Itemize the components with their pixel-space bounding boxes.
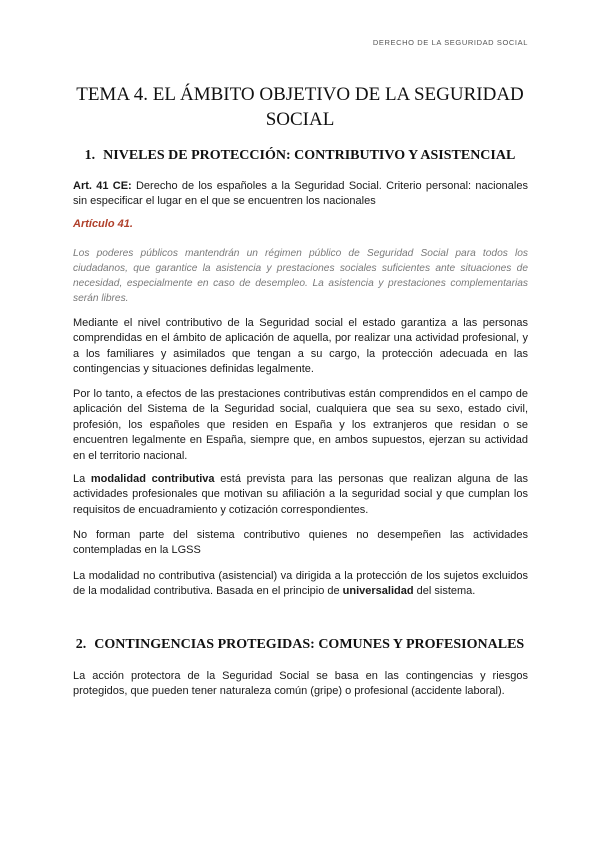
paragraph-prestaciones-contributivas: Por lo tanto, a efectos de las prestaciones contributivas están comprendidos en el campo de aplicación del Sistema de la Seguridad social, cualquiera que sea su sexo, estado civil, profesión, los españoles que residen en España y los extranjeros que residan o se encuentren legalmente en España, siempre que, en ambos supuestos, ejerzan su actividad en el territorio nacional. xyxy=(73,388,528,462)
art-41-label: Art. 41 CE: xyxy=(73,180,132,192)
p5-pre: La modalidad no contributiva (asistencial) va dirigida a la protección de los sujetos excluidos de la modalidad contributiva. Basada en el principio de xyxy=(73,570,528,598)
paragraph-accion-protectora: La acción protectora de la Seguridad Social se basa en las contingencias y riesgos protegidos, que pueden tener naturaleza común (gripe) o profesional (accidente laboral). xyxy=(73,670,528,698)
paragraph-modalidad-no-contributiva xyxy=(73,569,528,600)
p3-bold: modalidad contributiva xyxy=(90,473,215,485)
paragraph-modalidad-contributiva xyxy=(73,472,528,518)
section-1-number: 1. xyxy=(84,148,96,163)
section-1-title: NIVELES DE PROTECCIÓN: CONTRIBUTIVO Y ASISTENCIAL xyxy=(103,148,516,163)
article-41-heading: Artículo 41. xyxy=(73,218,133,230)
paragraph-no-forman-parte: No forman parte del sistema contributivo quienes no desempeñen las actividades contempladas en la LGSS xyxy=(73,529,528,557)
p5-post: del sistema. xyxy=(413,585,476,598)
article-41-quote: Los poderes públicos mantendrán un régimen público de Seguridad Social para todos los ciudadanos, que garantice la asistencia y prestaciones sociales suficientes ante situaciones de necesidad, especialmente en caso de desempleo. La asistencia y prestaciones complementarias serán libres. xyxy=(73,248,528,304)
section-2-number: 2. xyxy=(75,637,87,652)
art-41-summary xyxy=(73,179,528,210)
p5-bold: universalidad xyxy=(342,585,414,598)
art-41-text: Derecho de los españoles a la Seguridad Social. Criterio personal: nacionales sin especificar el lugar en el que se encuentren los nacionales xyxy=(73,180,528,208)
page-title-line-1: TEMA 4. EL ÁMBITO OBJETIVO DE LA SEGURIDAD xyxy=(76,84,524,105)
paragraph-nivel-contributivo: Mediante el nivel contributivo de la Seguridad social el estado garantiza a las personas comprendidas en el ámbito de aplicación de aquella, por realizar una actividad profesional, y a los familiares y asimilados que tengan a su cargo, la protección adecuada en las contingencias y situaciones definidas legalmente. xyxy=(73,317,528,376)
p3-pre: La xyxy=(73,473,91,485)
page-title-line-2: SOCIAL xyxy=(265,109,335,130)
section-2-title: CONTINGENCIAS PROTEGIDAS: COMUNES Y PROFESIONALES xyxy=(94,637,525,652)
section-1-heading xyxy=(60,148,540,164)
running-header: DERECHO DE LA SEGURIDAD SOCIAL xyxy=(372,38,528,47)
section-2-heading xyxy=(60,637,540,653)
p3-post: está prevista para las personas que realizan alguna de las actividades profesionales que motivan su afiliación a la seguridad social y que cumplan los requisitos de encuadramiento y cotización correspondientes. xyxy=(73,473,529,516)
page-title xyxy=(60,82,540,132)
